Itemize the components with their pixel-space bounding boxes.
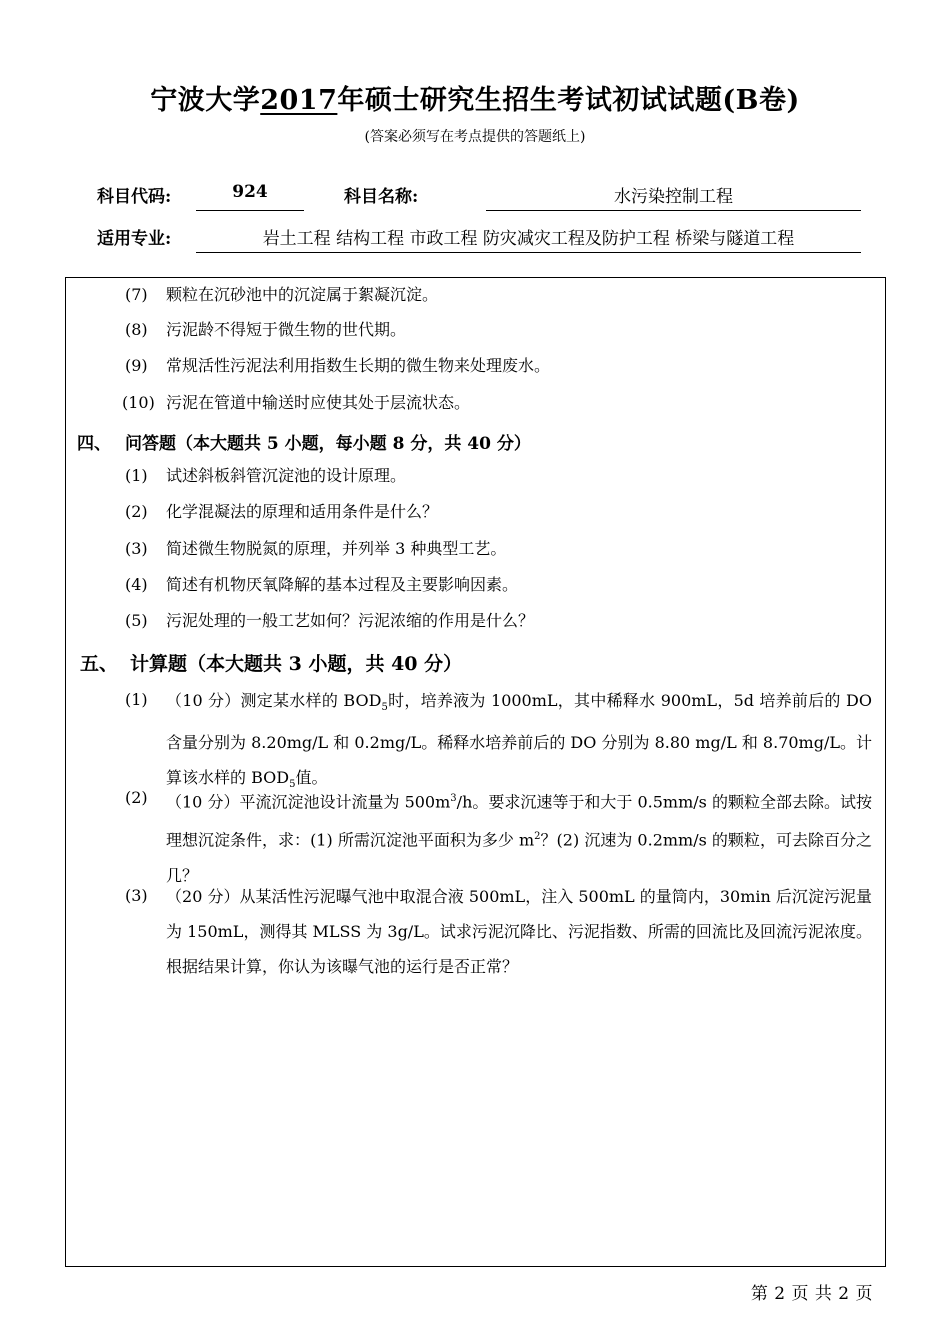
section4-title: 问答题（本大题共 5 小题，每小题 8 分，共 40 分） [125, 434, 531, 454]
calc-question-2: （10 分）平流沉淀池设计流量为 $500m^3/h$。要求沉速等于和大于 0.5mm/s 的颗粒全部去除。试按理想沉淀条件，求：(1) 所需沉淀池平面积为多少 $m^2$？(2) 沉速为 0.2mm/s 的颗粒，可去除百分之几？ [166, 792, 872, 885]
section5-title: 计算题（本大题共 3 小题，共 40 分） [130, 653, 463, 675]
judgment-item: 污泥龄不得短于微生物的世代期。 [166, 320, 407, 339]
judgment-num: (10) [122, 393, 155, 412]
title-suffix: 年硕士研究生招生考试初试试题(B卷) [337, 85, 800, 116]
majors-value: 岩土工程 结构工程 市政工程 防灾减灾工程及防护工程 桥梁与隧道工程 [262, 229, 795, 249]
judgment-num: (8) [125, 320, 148, 339]
qa-num: (3) [125, 539, 148, 558]
qa-num: (5) [125, 611, 148, 630]
title-prefix: 宁波大学 [150, 85, 261, 116]
subject-code-value: 924 [232, 182, 268, 202]
judgment-item: 污泥在管道中输送时应使其处于层流状态。 [166, 393, 471, 412]
majors-label: 适用专业: [97, 229, 172, 249]
qa-item: 污泥处理的一般工艺如何？污泥浓缩的作用是什么？ [166, 611, 535, 630]
majors-underline [196, 252, 861, 253]
calc-question-1: （10 分）测定某水样的 $BOD_5$时，培养液为 1000mL，其中稀释水 900mL，5d 培养前后的 DO 含量分别为 8.20mg/L 和 0.2mg/L。稀释水培养前后的 DO 分别为 8.80 mg/L 和 8.70mg/L。计算该水样的 $BOD_5$值。 [166, 691, 872, 791]
judgment-num: (7) [125, 285, 148, 304]
qa-num: (2) [125, 502, 148, 521]
judgment-num: (9) [125, 356, 148, 375]
qa-num: (4) [125, 575, 148, 594]
subject-code-label: 科目代码: [97, 187, 172, 207]
code-underline [196, 210, 304, 211]
calc-num: (2) [125, 788, 148, 807]
calc-num: (3) [125, 886, 148, 905]
calc-question-3: （20 分）从某活性污泥曝气池中取混合液 500mL，注入 500mL 的量筒内，30min 后沉淀污泥量为 150mL，测得其 MLSS 为 3g/L。试求污泥沉降比、污泥指数、所需的回流比及回流污泥浓度。根据结果计算，你认为该曝气池的运行是否正常？ [166, 887, 872, 976]
subject-underline [486, 210, 861, 211]
judgment-item: 颗粒在沉砂池中的沉淀属于絮凝沉淀。 [166, 285, 439, 304]
calc-num: (1) [125, 690, 148, 709]
page-footer: 第 2 页 共 2 页 [750, 1284, 873, 1304]
qa-item: 简述有机物厌氧降解的基本过程及主要影响因素。 [166, 575, 519, 594]
judgment-item: 常规活性污泥法利用指数生长期的微生物来处理废水。 [166, 356, 551, 375]
qa-item: 化学混凝法的原理和适用条件是什么？ [166, 502, 439, 521]
section5-num: 五、 [80, 653, 119, 675]
qa-item: 试述斜板斜管沉淀池的设计原理。 [166, 466, 407, 485]
qa-item: 简述微生物脱氮的原理，并列举 3 种典型工艺。 [166, 539, 507, 558]
subject-name-label: 科目名称: [344, 187, 419, 207]
title-year: 2017 [260, 85, 338, 116]
page-title [0, 78, 950, 117]
answer-note: (答案必须写在考点提供的答题纸上) [364, 129, 586, 145]
subject-name-value: 水污染控制工程 [614, 187, 733, 207]
section4-num: 四、 [77, 434, 111, 454]
qa-num: (1) [125, 466, 148, 485]
